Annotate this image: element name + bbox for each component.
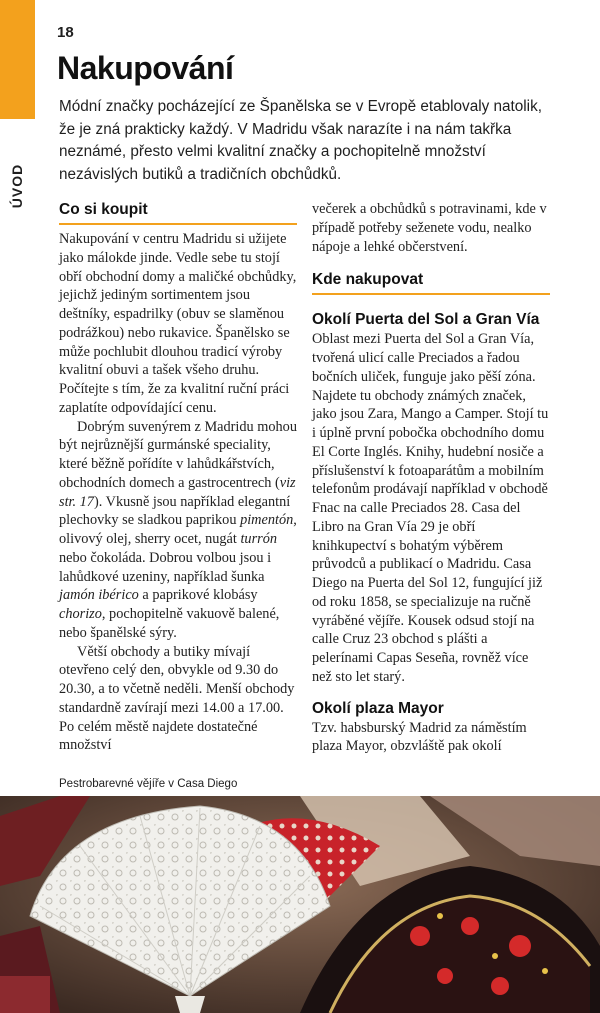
paragraph-plaza-mayor: Tzv. habsburský Madrid za náměstím plaza Mayor, obzvláště pak okolí bbox=[312, 719, 527, 755]
paragraph-continued: večerek a obchůdků s potravinami, kde v případě potřeby seženete vodu, nealko nápoje a lehké občerstvení. bbox=[312, 201, 547, 255]
term-turron: turrón bbox=[240, 531, 277, 547]
paragraph-intro: Nakupování v centru Madridu si užijete jako málokde jinde. Vedle sebe tu stojí obří obchodní domy a maličké obchůdky, jejichž jediným sortimentem jsou deštníky, espadrilky (obuv se slaměnou podrážkou) nebo rukavice. Španělsko se může pochlubit dlouhou tradicí výroby kvalitní obuvi a tašek všeho druhu. Počítejte s tím, že za kvalitní ruční práci zaplatíte odpovídající cenu. bbox=[59, 231, 297, 416]
heading-co-si-koupit: Co si koupit bbox=[59, 201, 148, 218]
fans-illustration bbox=[0, 796, 600, 1013]
column-right bbox=[312, 200, 550, 756]
paragraph-opening-hours: Větší obchody a butiky mívají otevřeno celý den, obvykle od 9.30 do 20.30, a to včetně neděli. Menší obchody standardně zavírají mezi 14.00 a 17.00. Po celém městě najdete dostatečné množství bbox=[59, 643, 295, 754]
photo-caption: Pestrobarevné vějíře v Casa Diego bbox=[59, 778, 238, 790]
paragraph-souvenirs: Dobrým suvenýrem z Madridu mohou být nejrůznější gurmánské speciality, které běžně pořídíte v lahůdkářstvích, obchodních domech a gastrocentrech (viz str. 17). Vkusně jsou například elegantní plechovky se sladkou paprikou pimentón, olivový olej, sherry ocet, nugát turrón nebo čokoláda. Dobrou volbou jsou i lahůdkové uzeniny, například šunka jamón ibérico a paprikové klobásy chorizo, pochopitelně vakuově balené, nebo španělské sýry. bbox=[59, 418, 297, 641]
term-jamon: jamón ibérico bbox=[59, 587, 139, 604]
heading-rule bbox=[312, 293, 550, 295]
column-left bbox=[59, 200, 297, 755]
subheading-puerta-del-sol: Okolí Puerta del Sol a Gran Vía bbox=[312, 311, 540, 329]
page-reference[interactable]: viz str. 17 bbox=[59, 474, 296, 510]
heading-kde-nakupovat: Kde nakupovat bbox=[312, 271, 424, 289]
paragraph-puerta-del-sol: Oblast mezi Puerta del Sol a Gran Vía, tvořená ulicí calle Preciados a řadou bočních uliček, funguje jako pěší zóna. Najdete tu obchody známých značek, jako jsou Zara, Mango a Camper. Stojí tu i úplně první pobočka obchodního domu El Corte Inglés. Knihy, hudební nosiče a příslušenství k fotoaparátům a mobilním telefonům prodávají například v obchodě Fnac na calle Preciados 28. Casa del Libro na Gran Vía 29 je obří knihkupectví s bohatým výběrem průvodců a publikací o Madridu. Casa Diego na Puerta del Sol 12, fungující již od roku 1858, se specializuje na ručně vyráběné vějíře. Kousek odsud stojí na calle Cruz 23 obchod s plášti a pelerínami Capas Seseña, rovněž více než sto let starý. bbox=[312, 331, 549, 685]
page-title: Nakupování bbox=[57, 50, 234, 86]
term-chorizo: chorizo bbox=[59, 606, 102, 622]
term-pimenton: pimentón bbox=[240, 512, 294, 529]
page-number: 18 bbox=[57, 24, 74, 41]
subheading-plaza-mayor: Okolí plaza Mayor bbox=[312, 699, 444, 717]
section-tab-bar bbox=[0, 0, 35, 119]
lead-paragraph: Módní značky pocházející ze Španělska se v Evropě etablovaly natolik, že je zná prakticky každý. V Madridu však narazíte i na nám takřka neznámé, přesto velmi kvalitní značky a pochopitelně množství nezávislých butiků a tradičních obchůdků. bbox=[59, 98, 542, 183]
section-label: ÚVOD bbox=[9, 163, 25, 209]
photo-fans bbox=[0, 796, 600, 1013]
heading-rule bbox=[59, 223, 297, 225]
